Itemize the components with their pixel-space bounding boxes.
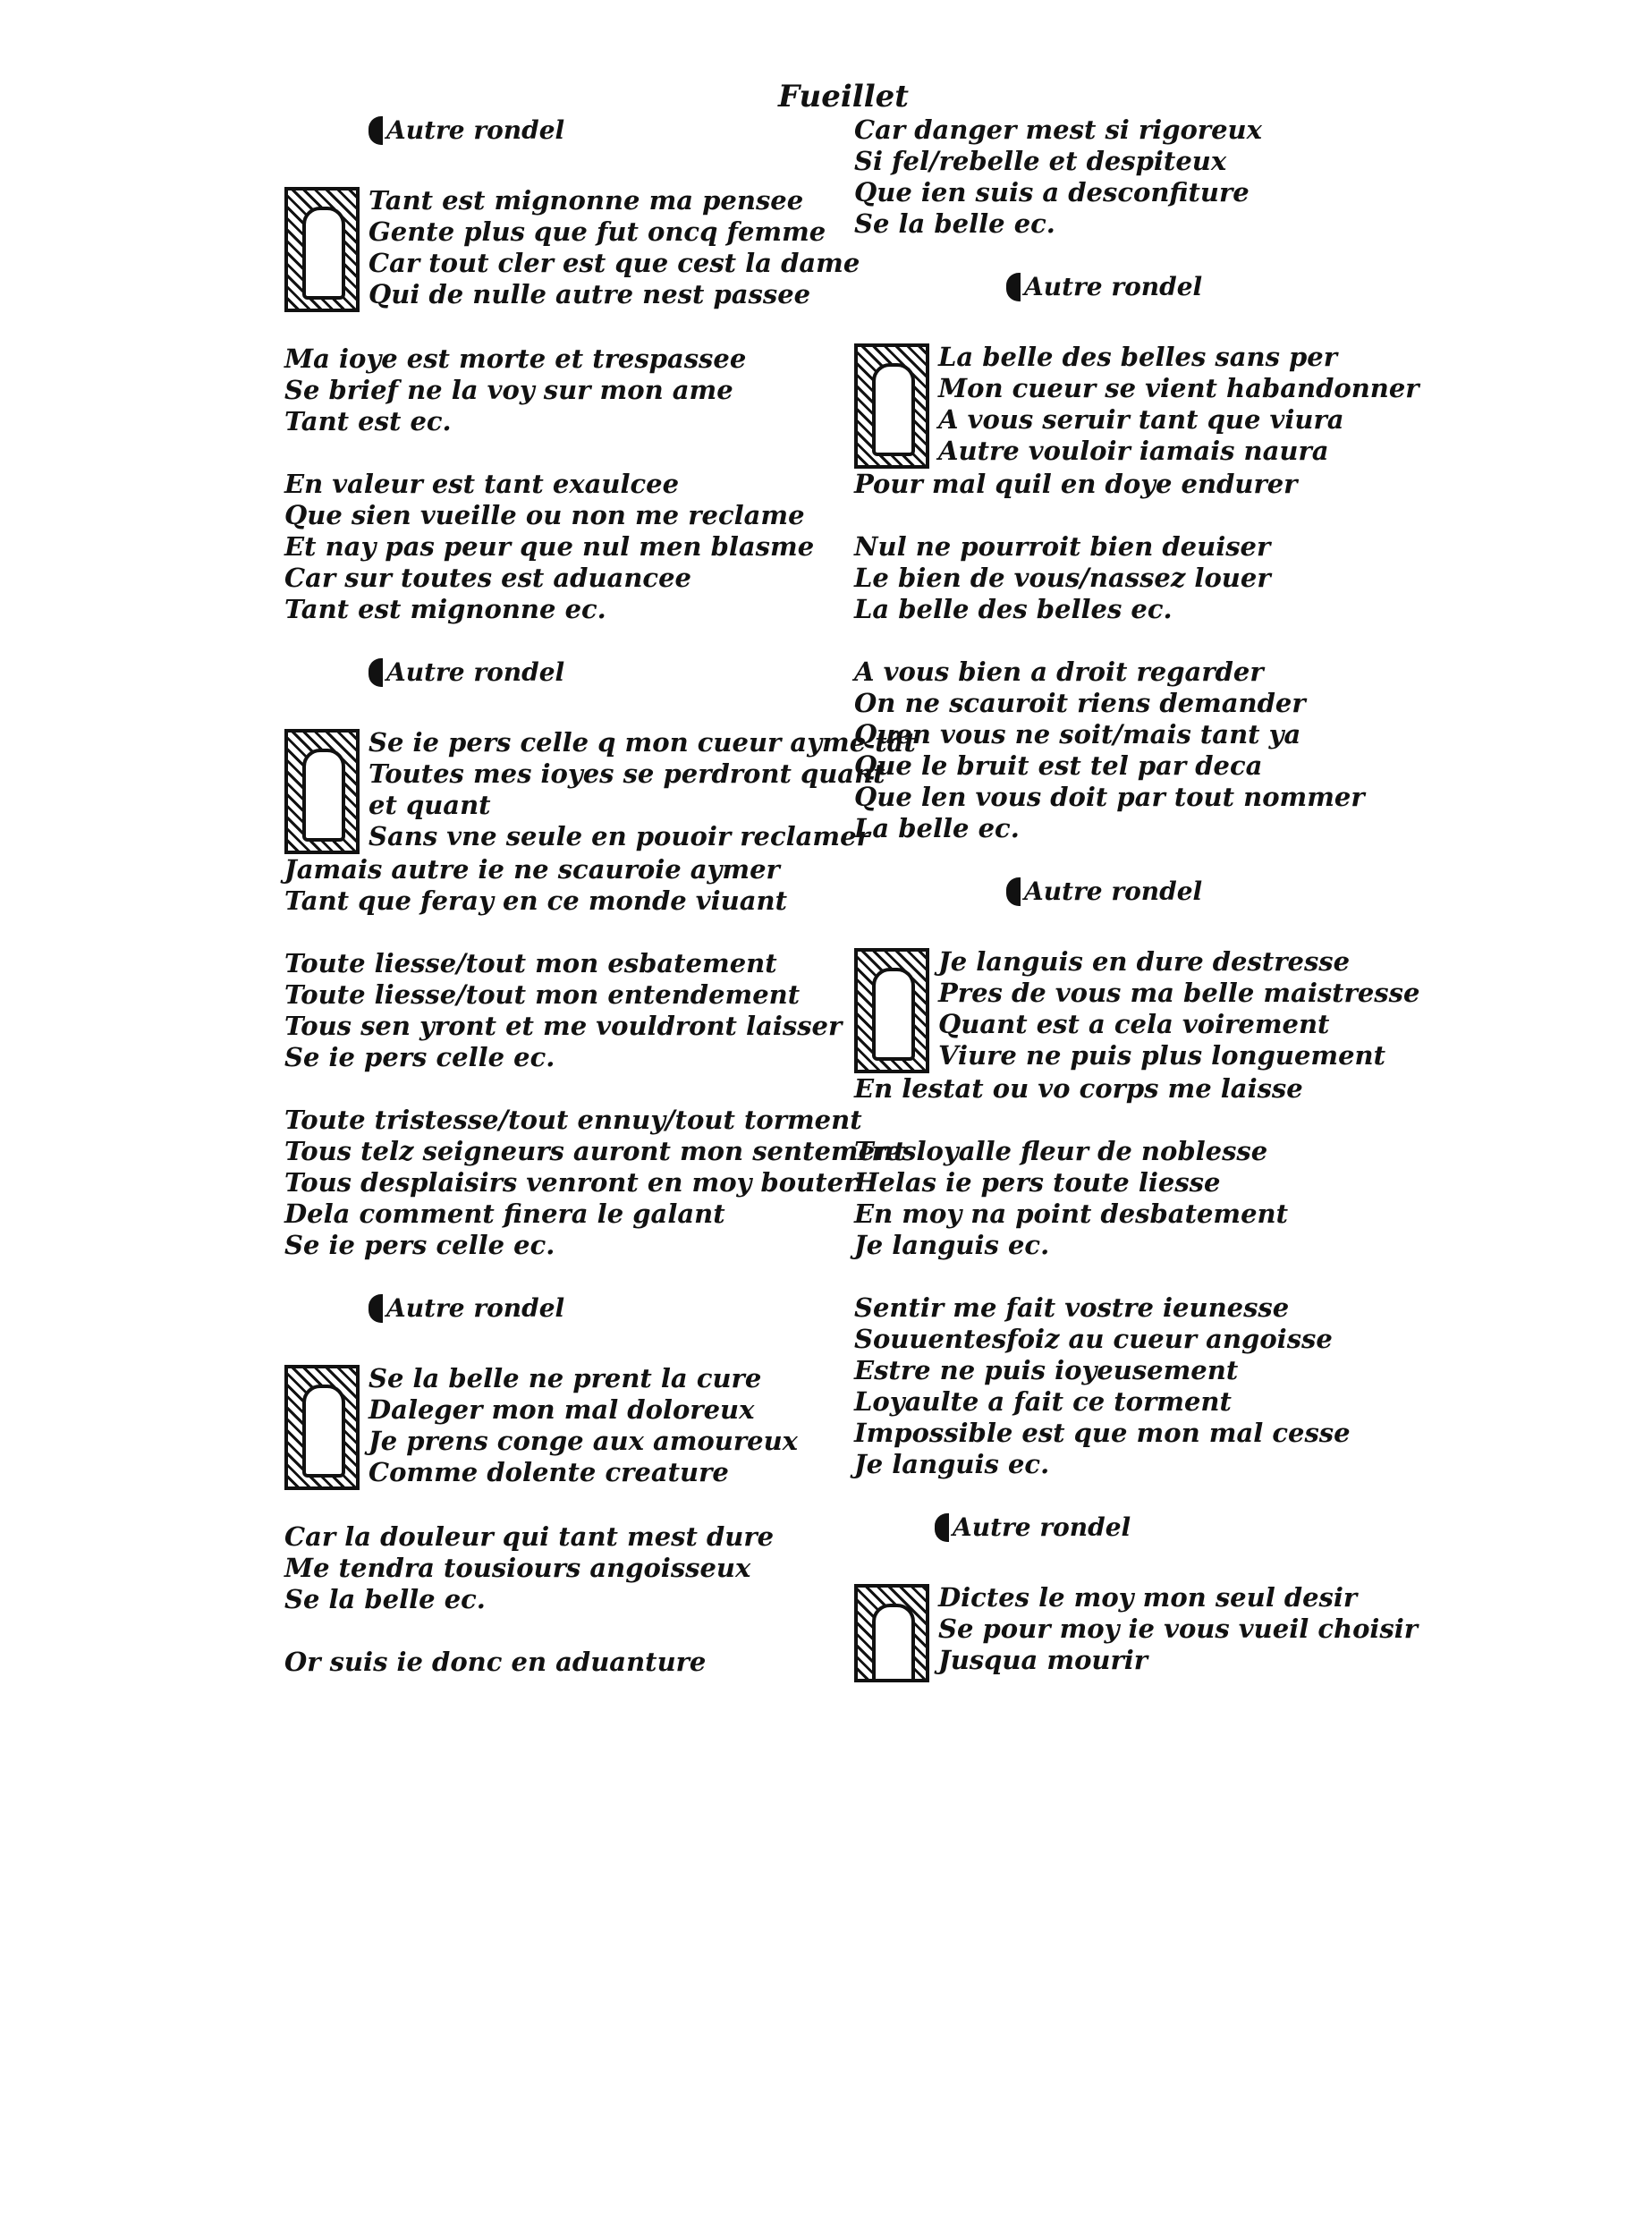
verse-line: Se la belle ne prent la cure xyxy=(369,1363,762,1393)
rondel-heading xyxy=(369,656,857,688)
verse-line: En valeur est tant exaulcee xyxy=(284,469,680,499)
verse-line: Quen vous ne soit/mais tant ya xyxy=(854,719,1301,750)
left-column xyxy=(284,114,916,1678)
verse-line: Je languis en dure destresse xyxy=(938,946,1351,977)
verse-line: Je languis ec. xyxy=(854,1230,1050,1260)
verse-line: Dela comment finera le galant xyxy=(284,1198,725,1229)
verse-line: Pres de vous ma belle maistresse xyxy=(938,978,1420,1008)
verse-line: Tresloyalle fleur de noblesse xyxy=(854,1136,1268,1166)
decorated-initial-icon xyxy=(284,729,360,854)
verse-line: Se ie pers celle ec. xyxy=(284,1042,555,1072)
rondel-heading-text: Autre rondel xyxy=(386,1293,565,1323)
verse-line: Tant est mignonne ma pensee xyxy=(369,185,804,216)
pilcrow-icon xyxy=(935,1513,949,1542)
pilcrow-icon xyxy=(369,1294,383,1323)
verse-line: Que sien vueille ou non me reclame xyxy=(284,500,805,530)
verse-line: Je prens conge aux amoureux xyxy=(369,1426,798,1456)
verse-line: La belle des belles sans per xyxy=(938,342,1338,372)
verse-line: Autre vouloir iamais naura xyxy=(938,436,1329,466)
verse-line: Mon cueur se vient habandonner xyxy=(938,373,1419,403)
verse-line: Se la belle ec. xyxy=(854,208,1055,239)
verse-line: A vous seruir tant que viura xyxy=(938,404,1344,435)
verse-line: Toutes mes ioyes se perdront quant xyxy=(369,758,885,789)
rondel-heading-text: Autre rondel xyxy=(386,115,565,145)
verse-line: On ne scauroit riens demander xyxy=(854,688,1306,718)
rondel-heading xyxy=(1006,876,1427,907)
rondel-heading xyxy=(369,114,857,146)
verse-line: Dictes le moy mon seul desir xyxy=(938,1582,1358,1613)
rondel-heading xyxy=(369,1292,857,1324)
verse-line: Qui de nulle autre nest passee xyxy=(369,279,811,309)
verse-line: En lestat ou vo corps me laisse xyxy=(854,1073,1303,1104)
verse-line: Et nay pas peur que nul men blasme xyxy=(284,531,815,562)
verse-line: En moy na point desbatement xyxy=(854,1198,1289,1229)
rondel-heading xyxy=(1006,271,1427,302)
verse-line: Je languis ec. xyxy=(854,1449,1050,1479)
verse-line: Pour mal quil en doye endurer xyxy=(854,469,1298,499)
verse-line: Helas ie pers toute liesse xyxy=(854,1167,1221,1198)
verse-line: Tant est mignonne ec. xyxy=(284,594,606,624)
verse-line: Se pour moy ie vous vueil choisir xyxy=(938,1613,1419,1644)
stanza xyxy=(284,727,916,854)
pilcrow-icon xyxy=(1006,273,1021,301)
rondel-heading xyxy=(935,1512,1427,1543)
verse-line: Gente plus que fut oncq femme xyxy=(369,216,826,247)
verse-line: Sentir me fait vostre ieunesse xyxy=(854,1292,1290,1323)
verse-line: Impossible est que mon mal cesse xyxy=(854,1418,1351,1448)
verse-line: La belle des belles ec. xyxy=(854,594,1173,624)
verse-line: Ma ioye est morte et trespassee xyxy=(284,343,747,374)
verse-line: Tant est ec. xyxy=(284,406,452,436)
verse-line: Le bien de vous/nassez louer xyxy=(854,563,1271,593)
verse-line: Se brief ne la voy sur mon ame xyxy=(284,375,733,405)
decorated-initial-icon xyxy=(854,343,929,469)
verse-line: Tous desplaisirs venront en moy bouter xyxy=(284,1167,858,1198)
verse-line: Se la belle ec. xyxy=(284,1584,486,1614)
rondel-heading-text: Autre rondel xyxy=(1024,272,1203,301)
verse-line: A vous bien a droit regarder xyxy=(854,656,1264,687)
rondel-heading-text: Autre rondel xyxy=(1024,877,1203,906)
right-column xyxy=(854,114,1427,1682)
verse-line: et quant xyxy=(369,790,491,820)
verse-line: Souuentesfoiz au cueur angoisse xyxy=(854,1324,1333,1354)
verse-line: La belle ec. xyxy=(854,813,1020,843)
verse-line: Car sur toutes est aduancee xyxy=(284,563,691,593)
verse-line: Nul ne pourroit bien deuiser xyxy=(854,531,1271,562)
decorated-initial-icon xyxy=(854,1584,929,1682)
verse-line: Toute liesse/tout mon entendement xyxy=(284,979,801,1010)
verse-line: Loyaulte a fait ce torment xyxy=(854,1386,1232,1417)
verse-line: Daleger mon mal doloreux xyxy=(369,1394,755,1425)
rondel-heading-text: Autre rondel xyxy=(386,657,565,687)
decorated-initial-icon xyxy=(284,1365,360,1490)
pilcrow-icon xyxy=(369,116,383,145)
stanza xyxy=(854,1582,1427,1682)
verse-line: Tant que feray en ce monde viuant xyxy=(284,885,788,916)
stanza xyxy=(284,185,860,312)
verse-line: Viure ne puis plus longuement xyxy=(938,1040,1386,1071)
verse-line: Estre ne puis ioyeusement xyxy=(854,1355,1239,1385)
verse-line: Se ie pers celle q mon cueur ayme tât xyxy=(369,727,916,758)
stanza xyxy=(284,1363,857,1490)
verse-line: Que len vous doit par tout nommer xyxy=(854,782,1365,812)
verse-line: Se ie pers celle ec. xyxy=(284,1230,555,1260)
verse-line: Si fel/rebelle et despiteux xyxy=(854,146,1227,176)
verse-line: Or suis ie donc en aduanture xyxy=(284,1647,707,1677)
verse-line: Toute liesse/tout mon esbatement xyxy=(284,948,777,978)
verse-line: Quant est a cela voirement xyxy=(938,1009,1330,1039)
pilcrow-icon xyxy=(369,658,383,687)
verse-line: Sans vne seule en pouoir reclamer xyxy=(369,821,870,851)
verse-line: Jusqua mourir xyxy=(938,1645,1148,1675)
decorated-initial-icon xyxy=(854,948,929,1073)
verse-line: Toute tristesse/tout ennuy/tout torment xyxy=(284,1105,862,1135)
verse-line: Me tendra tousiours angoisseux xyxy=(284,1553,751,1583)
verse-line: Car tout cler est que cest la dame xyxy=(369,248,860,278)
verse-line: Que ien suis a desconfiture xyxy=(854,177,1250,208)
verse-line: Tous telz seigneurs auront mon sentement xyxy=(284,1136,906,1166)
rondel-heading-text: Autre rondel xyxy=(953,1512,1131,1542)
verse-line: Que le bruit est tel par deca xyxy=(854,750,1263,781)
decorated-initial-icon xyxy=(284,187,360,312)
page-header: Fueillet xyxy=(778,79,909,114)
verse-line: Car la douleur qui tant mest dure xyxy=(284,1521,775,1552)
verse-line: Tous sen yront et me vouldront laisser xyxy=(284,1011,843,1041)
verse-line: Car danger mest si rigoreux xyxy=(854,114,1262,145)
verse-line: Comme dolente creature xyxy=(369,1457,729,1487)
verse-line: Jamais autre ie ne scauroie aymer xyxy=(284,854,780,885)
stanza xyxy=(854,342,1427,469)
stanza xyxy=(854,946,1427,1073)
pilcrow-icon xyxy=(1006,877,1021,906)
